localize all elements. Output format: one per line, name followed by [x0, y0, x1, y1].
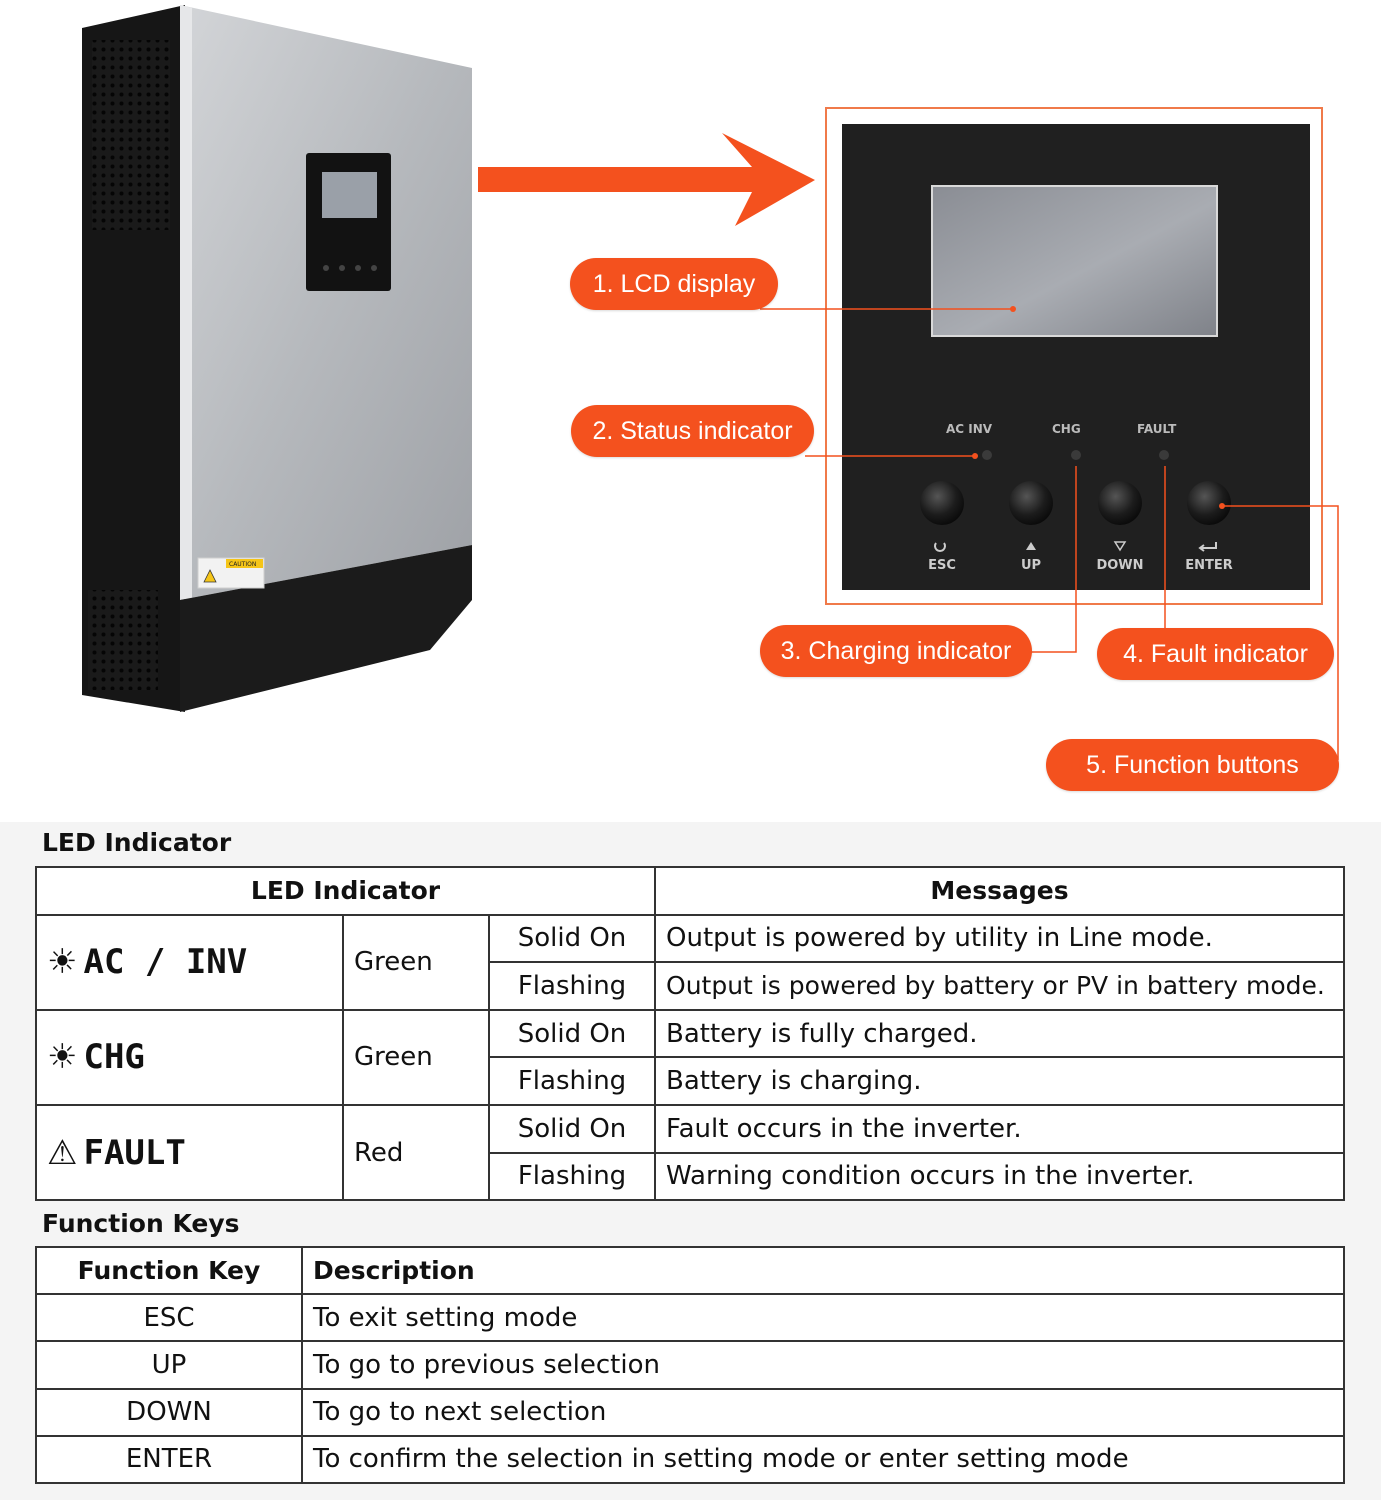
- description-cell: To go to previous selection: [302, 1341, 1344, 1388]
- lcd-screen: [932, 186, 1217, 336]
- message-cell: Fault occurs in the inverter.: [655, 1105, 1344, 1153]
- callout-status-indicator: 2. Status indicator: [571, 405, 814, 457]
- indicator-name: CHG: [83, 1037, 145, 1078]
- description-cell: To exit setting mode: [302, 1294, 1344, 1341]
- caution-sticker: [198, 558, 264, 588]
- message-cell: Warning condition occurs in the inverter.: [655, 1153, 1344, 1201]
- callout-function-buttons: 5. Function buttons: [1046, 739, 1339, 791]
- table-header-row: [36, 867, 1344, 915]
- enter-label: ENTER: [1185, 558, 1233, 573]
- col-led-indicator: LED Indicator: [36, 867, 655, 915]
- down-knob[interactable]: [1098, 481, 1142, 525]
- message-cell: Output is powered by battery or PV in battery mode.: [655, 962, 1344, 1010]
- up-knob[interactable]: [1009, 481, 1053, 525]
- table-header-row: [36, 1247, 1344, 1294]
- state-cell: Solid On: [489, 915, 655, 963]
- message-cell: Output is powered by utility in Line mode.: [655, 915, 1344, 963]
- led-ac-inv: [982, 450, 992, 460]
- table-row: [36, 1341, 1344, 1388]
- reference-tables: [0, 822, 1381, 1500]
- led-label-chg: CHG: [1052, 422, 1081, 436]
- led-chg: [1071, 450, 1081, 460]
- arrow-right-icon: [478, 133, 815, 226]
- key-cell: DOWN: [36, 1389, 302, 1436]
- led-fault: [1159, 450, 1169, 460]
- col-description: Description: [302, 1247, 1344, 1294]
- key-cell: ENTER: [36, 1436, 302, 1483]
- caution-label: CAUTION: [229, 561, 257, 568]
- indicator-cell-ac-inv: [36, 915, 343, 1010]
- description-cell: To go to next selection: [302, 1389, 1344, 1436]
- table-row: [36, 1294, 1344, 1341]
- led-label-fault: FAULT: [1137, 422, 1177, 436]
- inverter-device: [82, 5, 472, 712]
- led-section-heading: LED Indicator: [42, 828, 232, 857]
- enter-knob[interactable]: [1187, 481, 1231, 525]
- callout-fault-indicator: 4. Fault indicator: [1097, 628, 1334, 680]
- down-label: DOWN: [1096, 558, 1144, 573]
- message-cell: Battery is fully charged.: [655, 1010, 1344, 1058]
- callout-charging-indicator: 3. Charging indicator: [760, 625, 1032, 677]
- description-cell: To confirm the selection in setting mode or enter setting mode: [302, 1436, 1344, 1483]
- function-keys-table: [35, 1246, 1345, 1484]
- up-label: UP: [1020, 558, 1042, 573]
- sun-icon: ☀: [47, 942, 78, 983]
- col-messages: Messages: [655, 867, 1344, 915]
- color-cell: Red: [343, 1105, 489, 1200]
- table-row: [36, 1105, 1344, 1153]
- esc-knob[interactable]: [920, 481, 964, 525]
- state-cell: Flashing: [489, 1153, 655, 1201]
- table-row: [36, 1436, 1344, 1483]
- table-row: [36, 1010, 1344, 1058]
- esc-label: ESC: [928, 558, 956, 573]
- callout-lcd-display: 1. LCD display: [570, 258, 778, 310]
- indicator-name: FAULT: [83, 1132, 186, 1173]
- table-row: [36, 1389, 1344, 1436]
- key-cell: UP: [36, 1341, 302, 1388]
- table-row: [36, 915, 1344, 963]
- color-cell: Green: [343, 1010, 489, 1105]
- indicator-cell-fault: [36, 1105, 343, 1200]
- message-cell: Battery is charging.: [655, 1057, 1344, 1105]
- indicator-name: AC / INV: [83, 942, 248, 983]
- indicator-cell-chg: [36, 1010, 343, 1105]
- warning-triangle-icon: ⚠: [47, 1132, 78, 1173]
- state-cell: Solid On: [489, 1010, 655, 1058]
- led-indicator-table: [35, 866, 1345, 1201]
- state-cell: Flashing: [489, 1057, 655, 1105]
- color-cell: Green: [343, 915, 489, 1010]
- key-cell: ESC: [36, 1294, 302, 1341]
- state-cell: Flashing: [489, 962, 655, 1010]
- led-label-ac-inv: AC INV: [946, 422, 993, 436]
- col-function-key: Function Key: [36, 1247, 302, 1294]
- state-cell: Solid On: [489, 1105, 655, 1153]
- sun-icon: ☀: [47, 1037, 78, 1078]
- function-keys-heading: Function Keys: [42, 1209, 240, 1238]
